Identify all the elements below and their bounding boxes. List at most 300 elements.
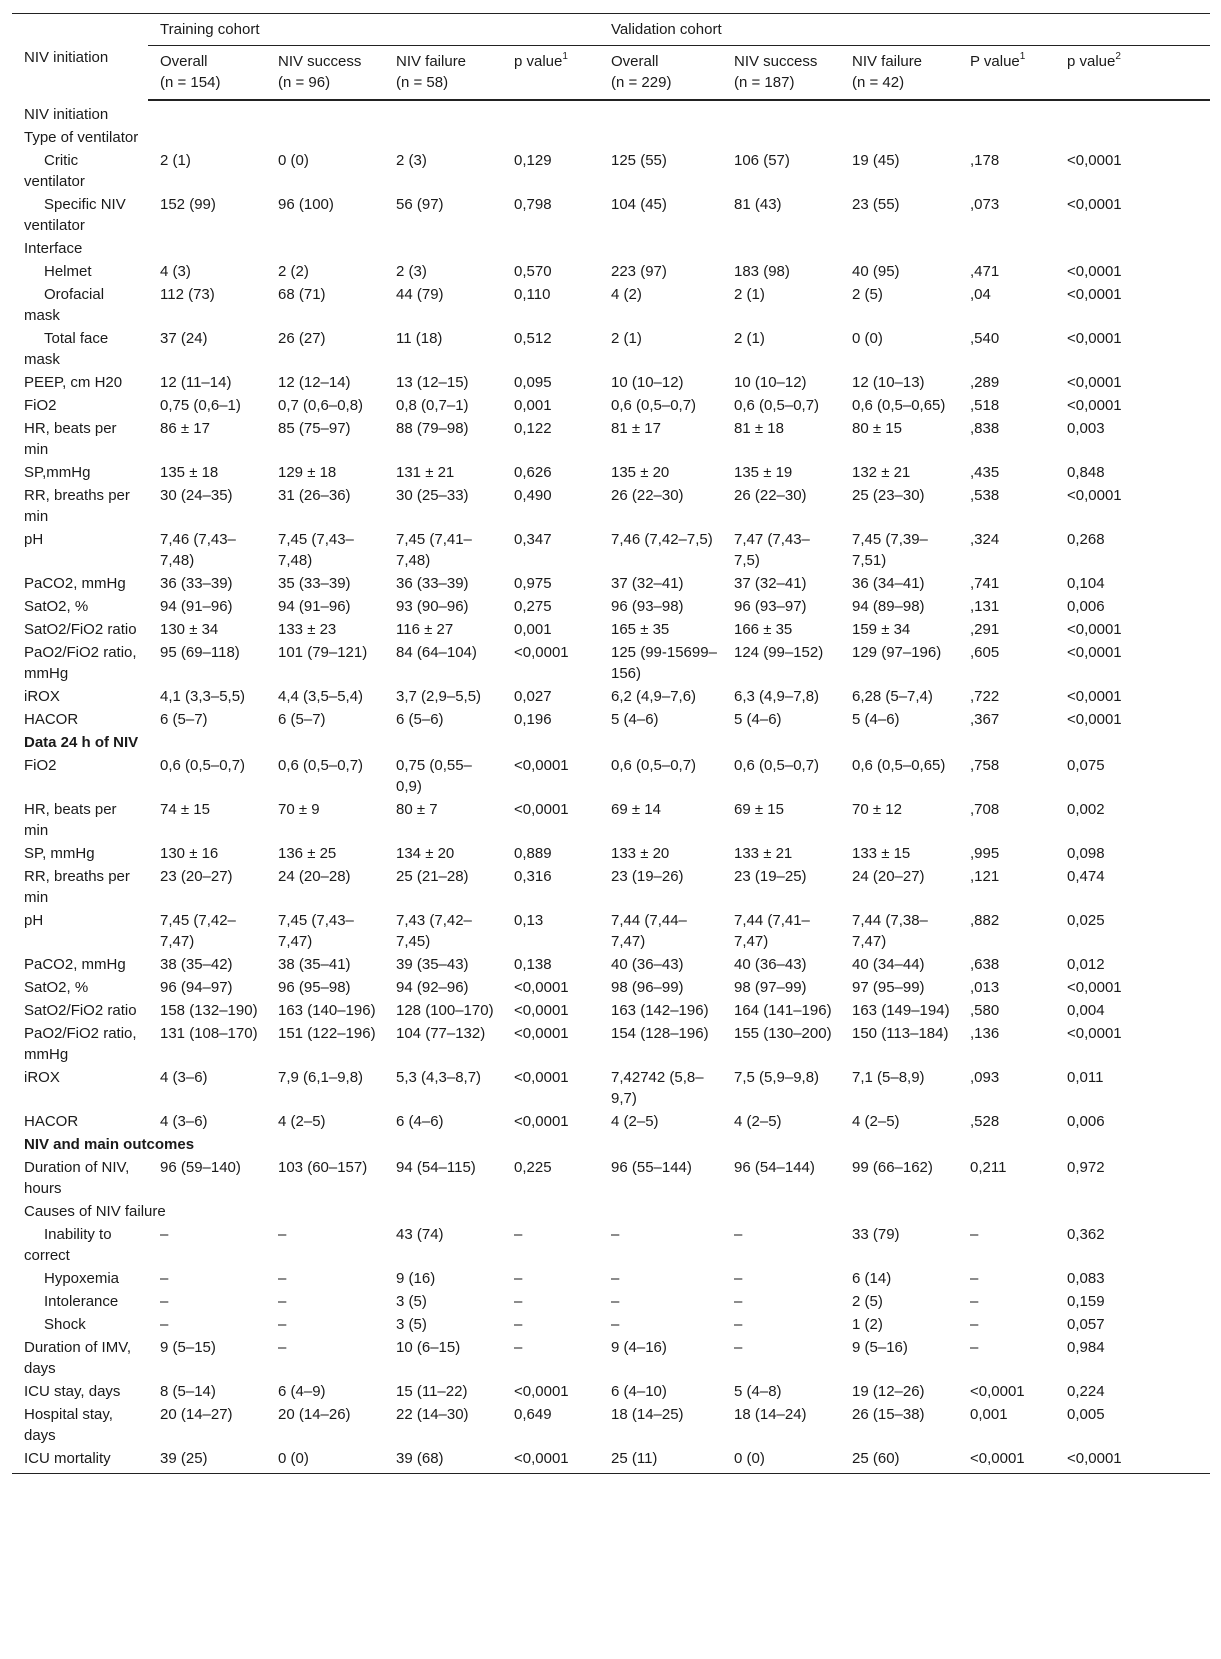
table-row: [12, 641, 1210, 685]
table-cell: 0,6 (0,5–0,7): [160, 757, 246, 774]
table-cell: ,291: [970, 621, 1000, 638]
table-cell: 135 ± 19: [734, 464, 793, 481]
table-row: [12, 1403, 1210, 1447]
table-cell: 163 (142–196): [611, 1002, 709, 1019]
table-cell: ,708: [970, 801, 1000, 818]
row-label: Causes of NIV failure: [24, 1203, 166, 1220]
table-row: [12, 394, 1210, 417]
table-cell: 11 (18): [396, 330, 443, 347]
column-header: [1055, 46, 1210, 101]
table-cell: 6 (5–7): [278, 711, 326, 728]
table-cell: 0,003: [1067, 420, 1105, 437]
table-cell: 125 (99-15699–156): [611, 644, 717, 682]
row-label: Helmet: [44, 263, 92, 280]
table-cell: 96 (93–98): [611, 598, 684, 615]
column-header-count: (n = 42): [852, 74, 905, 91]
table-cell: 0,6 (0,5–0,7): [611, 397, 697, 414]
table-cell: 98 (97–99): [734, 979, 807, 996]
table-cell: 166 ± 35: [734, 621, 793, 638]
table-cell: –: [970, 1270, 979, 1287]
row-label: Hospital stay, days: [24, 1406, 113, 1444]
table-cell: –: [611, 1226, 620, 1243]
row-label: ICU stay, days: [24, 1383, 121, 1400]
table-cell: 69 ± 14: [611, 801, 661, 818]
table-cell: 10 (6–15): [396, 1339, 461, 1356]
table-container: [12, 13, 1210, 1474]
table-cell: ,741: [970, 575, 1000, 592]
table-cell: 0,626: [514, 464, 552, 481]
column-header-title: Overall: [160, 53, 208, 70]
table-cell: 93 (90–96): [396, 598, 469, 615]
row-label: SP, mmHg: [24, 845, 95, 862]
table-cell: 37 (24): [160, 330, 208, 347]
table-cell: 9 (16): [396, 1270, 436, 1287]
table-cell: 133 ± 20: [611, 845, 670, 862]
table-row: [12, 1022, 1210, 1066]
table-cell: 0,512: [514, 330, 552, 347]
table-cell: 39 (35–43): [396, 956, 469, 973]
table-cell: 0,975: [514, 575, 552, 592]
table-cell: 40 (36–43): [611, 956, 684, 973]
table-cell: 0,095: [514, 374, 552, 391]
table-cell: <0,0001: [1067, 621, 1122, 638]
table-cell: 0,6 (0,5–0,7): [611, 757, 697, 774]
table-cell: 6 (4–9): [278, 1383, 326, 1400]
table-cell: 70 ± 9: [278, 801, 320, 818]
row-label: pH: [24, 912, 44, 929]
table-cell: 5 (4–6): [852, 711, 900, 728]
table-cell: 94 (91–96): [278, 598, 351, 615]
table-cell: <0,0001: [1067, 263, 1122, 280]
table-cell: –: [734, 1339, 743, 1356]
table-cell: 7,45 (7,39–7,51): [852, 531, 928, 569]
table-cell: 4 (2): [611, 286, 642, 303]
table-cell: 12 (12–14): [278, 374, 351, 391]
table-cell: –: [970, 1293, 979, 1310]
row-label: pH: [24, 531, 44, 548]
table-cell: 4 (2–5): [852, 1113, 900, 1130]
table-row: [12, 865, 1210, 909]
table-cell: 39 (25): [148, 1447, 266, 1474]
table-cell: 4 (3): [160, 263, 191, 280]
row-label: Critic ventilator: [24, 152, 85, 190]
table-row: [12, 1066, 1210, 1110]
table-cell: 0,083: [1067, 1270, 1105, 1287]
table-cell: 4 (2–5): [611, 1113, 659, 1130]
table-cell: –: [611, 1270, 620, 1287]
column-header: [722, 46, 840, 101]
table-cell: 25 (60): [840, 1447, 958, 1474]
table-row: [12, 149, 1210, 193]
table-cell: 0,025: [1067, 912, 1105, 929]
table-cell: 130 ± 16: [160, 845, 219, 862]
table-cell: 2 (3): [396, 152, 427, 169]
table-cell: 6 (4–6): [396, 1113, 444, 1130]
table-cell: ,758: [970, 757, 1000, 774]
table-cell: ,995: [970, 845, 1000, 862]
row-label: HR, beats per min: [24, 420, 117, 458]
table-cell: –: [734, 1293, 743, 1310]
table-cell: 26 (22–30): [611, 487, 684, 504]
table-cell: 7,42742 (5,8–9,7): [611, 1069, 704, 1107]
table-cell: ,540: [970, 330, 1000, 347]
table-cell: 19 (12–26): [852, 1383, 925, 1400]
table-cell: 23 (19–26): [611, 868, 684, 885]
column-header-count: (n = 229): [611, 74, 672, 91]
table-cell: 38 (35–41): [278, 956, 351, 973]
table-cell: <0,0001: [1067, 152, 1122, 169]
table-row: [12, 798, 1210, 842]
table-cell: 2 (2): [278, 263, 309, 280]
table-cell: <0,0001: [514, 979, 569, 996]
column-header-count: (n = 96): [278, 74, 331, 91]
table-row: [12, 283, 1210, 327]
table-row: [12, 1267, 1210, 1290]
table-row: [12, 842, 1210, 865]
table-cell: 0,224: [1067, 1383, 1105, 1400]
table-row: [12, 708, 1210, 731]
table-cell: 183 (98): [734, 263, 790, 280]
table-cell: 4 (3–6): [160, 1113, 208, 1130]
table-cell: 23 (20–27): [160, 868, 233, 885]
table-cell: 0,006: [1067, 1113, 1105, 1130]
table-cell: 7,43 (7,42–7,45): [396, 912, 472, 950]
section-row: [12, 126, 1210, 149]
table-cell: <0,0001: [514, 1002, 569, 1019]
table-cell: –: [611, 1316, 620, 1333]
column-header: [502, 46, 599, 101]
table-cell: 6 (14): [852, 1270, 892, 1287]
column-header-count: (n = 58): [396, 74, 449, 91]
table-cell: –: [278, 1226, 287, 1243]
row-label: SP,mmHg: [24, 464, 91, 481]
table-cell: 40 (36–43): [734, 956, 807, 973]
table-cell: 80 ± 15: [852, 420, 902, 437]
table-cell: <0,0001: [502, 1447, 599, 1474]
table-cell: 96 (94–97): [160, 979, 233, 996]
table-cell: 6,2 (4,9–7,6): [611, 688, 697, 705]
table-cell: –: [514, 1293, 523, 1310]
table-cell: 25 (23–30): [852, 487, 925, 504]
table-cell: 99 (66–162): [852, 1159, 933, 1176]
table-cell: ,131: [970, 598, 1000, 615]
table-cell: 106 (57): [734, 152, 790, 169]
table-cell: 10 (10–12): [611, 374, 684, 391]
table-cell: 101 (79–121): [278, 644, 368, 661]
row-label: RR, breaths per min: [24, 868, 130, 906]
table-cell: 7,46 (7,43–7,48): [160, 531, 236, 569]
row-label: Data 24 h of NIV: [24, 734, 139, 751]
table-cell: 6 (4–10): [611, 1383, 667, 1400]
table-row: [12, 528, 1210, 572]
row-label: SatO2/FiO2 ratio: [24, 621, 137, 638]
table-cell: 26 (27): [278, 330, 326, 347]
table-cell: <0,0001: [1067, 487, 1122, 504]
table-cell: 0,211: [970, 1159, 1007, 1176]
table-cell: 9 (5–15): [160, 1339, 216, 1356]
table-cell: 7,45 (7,43–7,47): [278, 912, 354, 950]
table-cell: 4,1 (3,3–5,5): [160, 688, 246, 705]
table-cell: 0,6 (0,5–0,7): [734, 757, 820, 774]
table-cell: 7,45 (7,42–7,47): [160, 912, 236, 950]
table-cell: <0,0001: [514, 1025, 569, 1042]
table-cell: 88 (79–98): [396, 420, 469, 437]
table-cell: 104 (45): [611, 196, 667, 213]
table-cell: <0,0001: [1067, 711, 1122, 728]
table-cell: <0,0001: [1067, 1025, 1122, 1042]
table-cell: –: [160, 1293, 169, 1310]
table-row: [12, 976, 1210, 999]
column-header-title: p value: [514, 53, 563, 70]
table-cell: 129 (97–196): [852, 644, 942, 661]
table-cell: 0,006: [1067, 598, 1105, 615]
table-cell: <0,0001: [514, 1383, 569, 1400]
table-row: [12, 461, 1210, 484]
table-row: [12, 909, 1210, 953]
table-row: [12, 484, 1210, 528]
table-cell: –: [514, 1270, 523, 1287]
table-cell: 12 (10–13): [852, 374, 925, 391]
table-cell: 81 (43): [734, 196, 782, 213]
row-label: Shock: [44, 1316, 86, 1333]
table-cell: 74 ± 15: [160, 801, 210, 818]
section-row: [12, 731, 1210, 754]
table-cell: <0,0001: [514, 644, 569, 661]
table-cell: 0,8 (0,7–1): [396, 397, 469, 414]
table-cell: ,073: [970, 196, 1000, 213]
table-cell: 70 ± 12: [852, 801, 902, 818]
table-cell: <0,0001: [1067, 196, 1122, 213]
table-row: [12, 618, 1210, 641]
table-cell: 7,44 (7,38–7,47): [852, 912, 928, 950]
table-cell: <0,0001: [1067, 330, 1122, 347]
column-header-count: (n = 187): [734, 74, 795, 91]
table-cell: ,013: [970, 979, 1000, 996]
table-cell: ,435: [970, 464, 1000, 481]
table-cell: 19 (45): [852, 152, 900, 169]
table-cell: –: [514, 1339, 523, 1356]
table-cell: <0,0001: [1055, 1447, 1210, 1474]
table-cell: 56 (97): [396, 196, 444, 213]
row-label: Intolerance: [44, 1293, 119, 1310]
table-cell: 31 (26–36): [278, 487, 351, 504]
column-header-title: NIV failure: [396, 53, 467, 70]
table-cell: ,638: [970, 956, 1000, 973]
table-cell: ,289: [970, 374, 1000, 391]
table-cell: 15 (11–22): [396, 1383, 468, 1400]
row-label: FiO2: [24, 397, 57, 414]
table-cell: 133 ± 23: [278, 621, 337, 638]
table-cell: <0,0001: [514, 757, 569, 774]
row-label: Duration of NIV, hours: [24, 1159, 130, 1197]
row-label: FiO2: [24, 757, 57, 774]
table-cell: –: [611, 1293, 620, 1310]
table-cell: 2 (3): [396, 263, 427, 280]
column-header-title: Overall: [611, 53, 659, 70]
table-cell: ,518: [970, 397, 1000, 414]
table-cell: 4 (2–5): [278, 1113, 326, 1130]
column-header: [599, 46, 722, 101]
column-header-title: NIV failure: [852, 53, 923, 70]
row-label: SatO2, %: [24, 979, 89, 996]
table-cell: 135 ± 18: [160, 464, 219, 481]
table-cell: ,605: [970, 644, 1000, 661]
table-cell: 86 ± 17: [160, 420, 210, 437]
column-header: [384, 46, 502, 101]
table-row: [12, 953, 1210, 976]
table-cell: –: [160, 1270, 169, 1287]
table-cell: 3 (5): [396, 1293, 427, 1310]
row-label: PaCO2, mmHg: [24, 956, 126, 973]
table-cell: 0,972: [1067, 1159, 1105, 1176]
row-label: HACOR: [24, 1113, 79, 1130]
table-cell: 0,474: [1067, 868, 1105, 885]
table-cell: 10 (10–12): [734, 374, 807, 391]
table-cell: 133 ± 21: [734, 845, 793, 862]
table-cell: 0,570: [514, 263, 552, 280]
table-cell: 0,159: [1067, 1293, 1105, 1310]
row-label: iROX: [24, 688, 60, 705]
table-cell: <0,0001: [1067, 286, 1122, 303]
table-cell: 104 (77–132): [396, 1025, 486, 1042]
table-cell: ,121: [970, 868, 1000, 885]
table-cell: 40 (34–44): [852, 956, 925, 973]
table-cell: 4,4 (3,5–5,4): [278, 688, 364, 705]
table-cell: –: [514, 1226, 523, 1243]
table-cell: ,324: [970, 531, 1000, 548]
footnote-marker: 1: [562, 51, 568, 62]
row-label: HR, beats per min: [24, 801, 117, 839]
table-cell: 0,027: [514, 688, 552, 705]
table-cell: 116 ± 27: [396, 621, 454, 638]
column-header-title: NIV success: [734, 53, 818, 70]
table-row: [12, 260, 1210, 283]
table-cell: 0 (0): [722, 1447, 840, 1474]
table-cell: 5 (4–8): [734, 1383, 782, 1400]
column-header: [148, 46, 266, 101]
table-cell: 23 (19–25): [734, 868, 807, 885]
table-cell: 0,75 (0,6–1): [160, 397, 241, 414]
table-cell: 81 ± 18: [734, 420, 784, 437]
table-cell: –: [970, 1316, 979, 1333]
table-cell: 0,7 (0,6–0,8): [278, 397, 364, 414]
table-cell: 0,6 (0,5–0,7): [278, 757, 364, 774]
row-label: iROX: [24, 1069, 60, 1086]
table-cell: 134 ± 20: [396, 845, 455, 862]
table-cell: 2 (1): [160, 152, 191, 169]
table-row: [12, 685, 1210, 708]
table-cell: 7,9 (6,1–9,8): [278, 1069, 364, 1086]
table-cell: 0,268: [1067, 531, 1105, 548]
column-header-title: p value: [1067, 53, 1116, 70]
table-cell: <0,0001: [514, 801, 569, 818]
row-label: Hypoxemia: [44, 1270, 120, 1287]
table-cell: 0,798: [514, 196, 552, 213]
table-cell: 3 (5): [396, 1316, 427, 1333]
table-cell: 129 ± 18: [278, 464, 337, 481]
table-row: [12, 595, 1210, 618]
table-cell: ,178: [970, 152, 1000, 169]
row-label: Duration of IMV, days: [24, 1339, 131, 1377]
header-group-row: [12, 14, 1210, 46]
row-label: NIV initiation: [24, 106, 109, 123]
table-header: [12, 14, 1210, 101]
table-cell: 0,316: [514, 868, 552, 885]
row-label: HACOR: [24, 711, 79, 728]
table-cell: –: [734, 1226, 743, 1243]
table-cell: 6,3 (4,9–7,8): [734, 688, 820, 705]
row-label: Total face mask: [24, 330, 109, 368]
table-cell: 18 (14–24): [734, 1406, 807, 1423]
row-label-header: NIV initiation: [12, 14, 148, 101]
table-cell: 2 (1): [611, 330, 642, 347]
table-cell: 23 (55): [852, 196, 900, 213]
column-header: [840, 46, 958, 101]
footnote-marker: 1: [1019, 51, 1026, 62]
table-cell: <0,0001: [958, 1447, 1055, 1474]
row-label: ICU mortality: [12, 1447, 148, 1474]
table-cell: 7,5 (5,9–9,8): [734, 1069, 820, 1086]
table-cell: 24 (20–28): [278, 868, 351, 885]
table-cell: 155 (130–200): [734, 1025, 832, 1042]
table-cell: 3,7 (2,9–5,5): [396, 688, 482, 705]
table-cell: 96 (93–97): [734, 598, 807, 615]
table-cell: 152 (99): [160, 196, 216, 213]
table-cell: 40 (95): [852, 263, 900, 280]
table-cell: 0,75 (0,55–0,9): [396, 757, 472, 795]
table-cell: 4 (2–5): [734, 1113, 782, 1130]
table-cell: 30 (24–35): [160, 487, 233, 504]
table-cell: 2 (1): [734, 330, 765, 347]
table-row: [12, 1110, 1210, 1133]
table-cell: –: [278, 1339, 287, 1356]
table-cell: 150 (113–184): [852, 1025, 949, 1042]
table-cell: 7,47 (7,43–7,5): [734, 531, 810, 569]
table-cell: ,367: [970, 711, 1000, 728]
table-cell: –: [970, 1339, 979, 1356]
table-cell: 2 (5): [852, 1293, 883, 1310]
table-cell: –: [970, 1226, 979, 1243]
table-cell: 133 ± 15: [852, 845, 911, 862]
table-cell: ,093: [970, 1069, 1000, 1086]
table-cell: 124 (99–152): [734, 644, 824, 661]
table-row: [12, 1313, 1210, 1336]
table-cell: –: [734, 1316, 743, 1333]
table-cell: 5 (4–6): [734, 711, 782, 728]
table-cell: 35 (33–39): [278, 575, 351, 592]
table-cell: 0,057: [1067, 1316, 1105, 1333]
column-header-title: NIV success: [278, 53, 362, 70]
table-cell: 131 (108–170): [160, 1025, 258, 1042]
table-cell: 0,012: [1067, 956, 1105, 973]
table-cell: 94 (54–115): [396, 1159, 476, 1176]
table-cell: 130 ± 34: [160, 621, 219, 638]
table-cell: 8 (5–14): [160, 1383, 216, 1400]
table-cell: <0,0001: [514, 1069, 569, 1086]
table-cell: 163 (140–196): [278, 1002, 376, 1019]
row-label: PaO2/FiO2 ratio, mmHg: [24, 644, 137, 682]
table-row: [12, 1447, 1210, 1474]
table-cell: 85 (75–97): [278, 420, 351, 437]
table-cell: 131 ± 21: [396, 464, 455, 481]
training-cohort-header: Training cohort: [148, 14, 599, 46]
table-row: [12, 327, 1210, 371]
row-label: Inability to correct: [24, 1226, 112, 1264]
column-header-title: P value: [970, 53, 1020, 70]
row-label: SatO2, %: [24, 598, 89, 615]
table-row: [12, 572, 1210, 595]
table-cell: 43 (74): [396, 1226, 444, 1243]
